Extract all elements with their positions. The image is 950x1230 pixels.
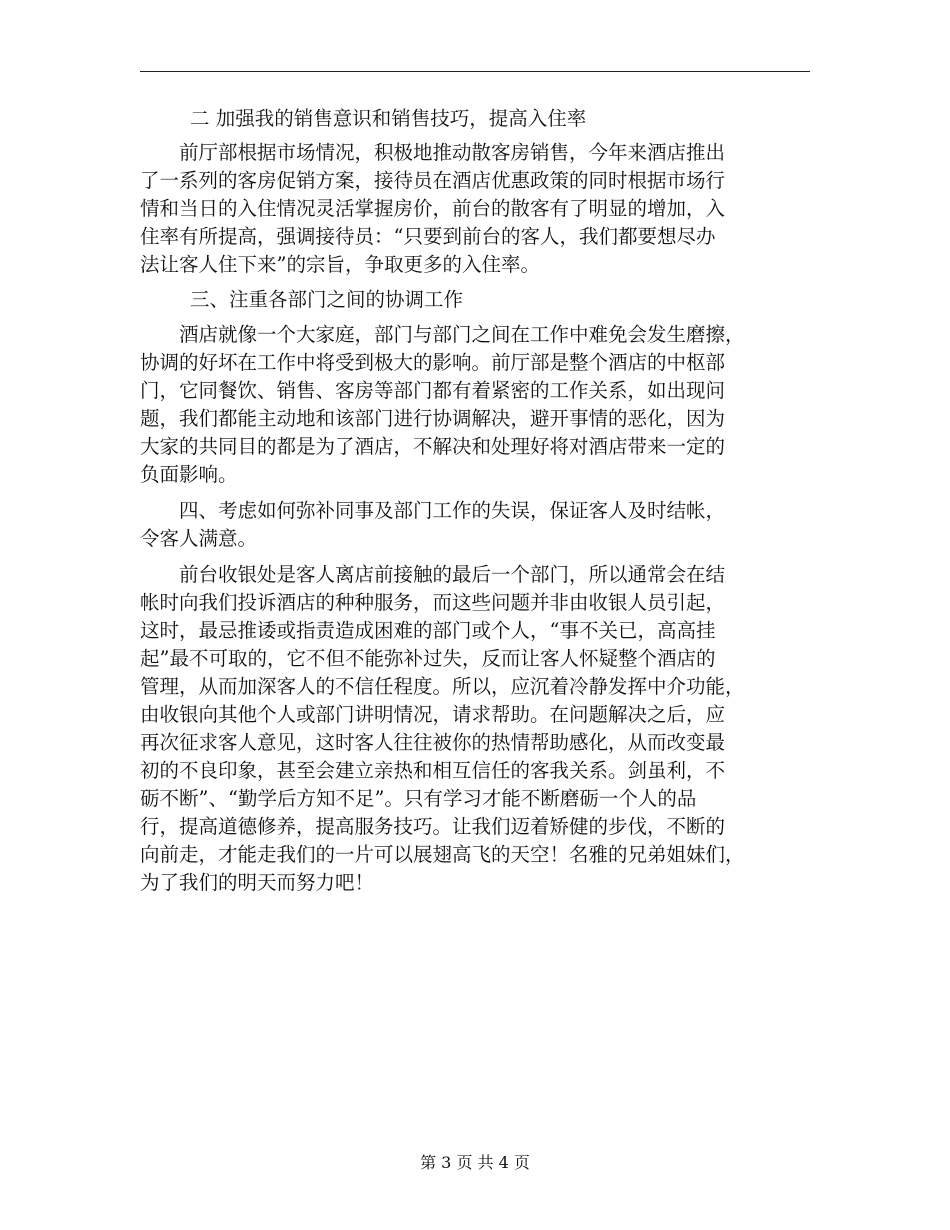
section-3-title-text: 三、注重各部门之间的协调工作 [190, 288, 464, 311]
paragraph-2-line: 门，它同餐饮、销售、客房等部门都有着紧密的工作关系，如出现问 [140, 379, 726, 402]
page-footer [0, 1152, 950, 1174]
paragraph-2 [140, 321, 810, 489]
paragraph-2-line: 协调的好坏在工作中将受到极大的影响。前厅部是整个酒店的中枢部 [140, 351, 726, 374]
paragraph-1-line: 情和当日的入住情况灵活掌握房价，前台的散客有了明显的增加，入 [140, 197, 726, 220]
page-number: 第 3 页 共 4 页 [420, 1153, 530, 1172]
paragraph-3-line: 起”最不可取的，它不但不能弥补过失，反而让客人怀疑整个酒店的 [140, 647, 716, 670]
paragraph-3-line: 这时，最忌推诿或指责造成困难的部门或个人，“事不关已，高高挂 [140, 619, 716, 642]
paragraph-2-line: 酒店就像一个大家庭，部门与部门之间在工作中难免会发生磨擦， [140, 323, 745, 346]
paragraph-3-line: 砺不断”、“勤学后方知不足”。只有学习才能不断磨砺一个人的品 [140, 787, 697, 810]
paragraph-1 [140, 139, 810, 279]
paragraph-3-line: 再次征求客人意见，这时客人往往被你的热情帮助感化，从而改变最 [140, 731, 726, 754]
paragraph-3-line: 向前走，才能走我们的一片可以展翅高飞的天空！名雅的兄弟姐妹们， [140, 843, 745, 866]
paragraph-3-line: 前台收银处是客人离店前接触的最后一个部门，所以通常会在结 [140, 563, 726, 586]
paragraph-3-line: 帐时向我们投诉酒店的种种服务，而这些问题并非由收银人员引起， [140, 591, 726, 614]
section-4-title [140, 497, 810, 553]
paragraph-2-line: 大家的共同目的都是为了酒店，不解决和处理好将对酒店带来一定的 [140, 435, 726, 458]
paragraph-2-line: 题，我们都能主动地和该部门进行协调解决，避开事情的恶化，因为 [140, 407, 726, 430]
paragraph-3 [140, 561, 810, 897]
section-3-title [140, 286, 810, 314]
header-rule [140, 71, 810, 72]
section-2-title-text: 二 加强我的销售意识和销售技巧，提高入住率 [190, 107, 587, 130]
paragraph-3-line: 行，提高道德修养，提高服务技巧。让我们迈着矫健的步伐，不断的 [140, 815, 726, 838]
paragraph-3-line: 初的不良印象，甚至会建立亲热和相互信任的客我关系。剑虽利，不 [140, 759, 726, 782]
paragraph-3-line: 为了我们的明天而努力吧！ [140, 871, 375, 894]
paragraph-3-line: 由收银向其他个人或部门讲明情况，请求帮助。在问题解决之后，应 [140, 703, 726, 726]
section-2-title [140, 105, 810, 133]
paragraph-3-line: 管理，从而加深客人的不信任程度。所以，应沉着冷静发挥中介功能， [140, 675, 745, 698]
section-4-title-line: 令客人满意。 [140, 527, 258, 550]
section-4-title-line: 四、考虑如何弥补同事及部门工作的失误，保证客人及时结帐， [140, 499, 726, 522]
paragraph-1-line: 住率有所提高，强调接待员：“只要到前台的客人，我们都要想尽办 [140, 225, 716, 248]
document-body [140, 105, 810, 897]
paragraph-1-line: 法让客人住下来”的宗旨，争取更多的入住率。 [140, 253, 540, 276]
paragraph-2-line: 负面影响。 [140, 463, 238, 486]
paragraph-1-line: 了一系列的客房促销方案，接待员在酒店优惠政策的同时根据市场行 [140, 169, 726, 192]
paragraph-1-line: 前厅部根据市场情况，积极地推动散客房销售，今年来酒店推出 [140, 141, 726, 164]
